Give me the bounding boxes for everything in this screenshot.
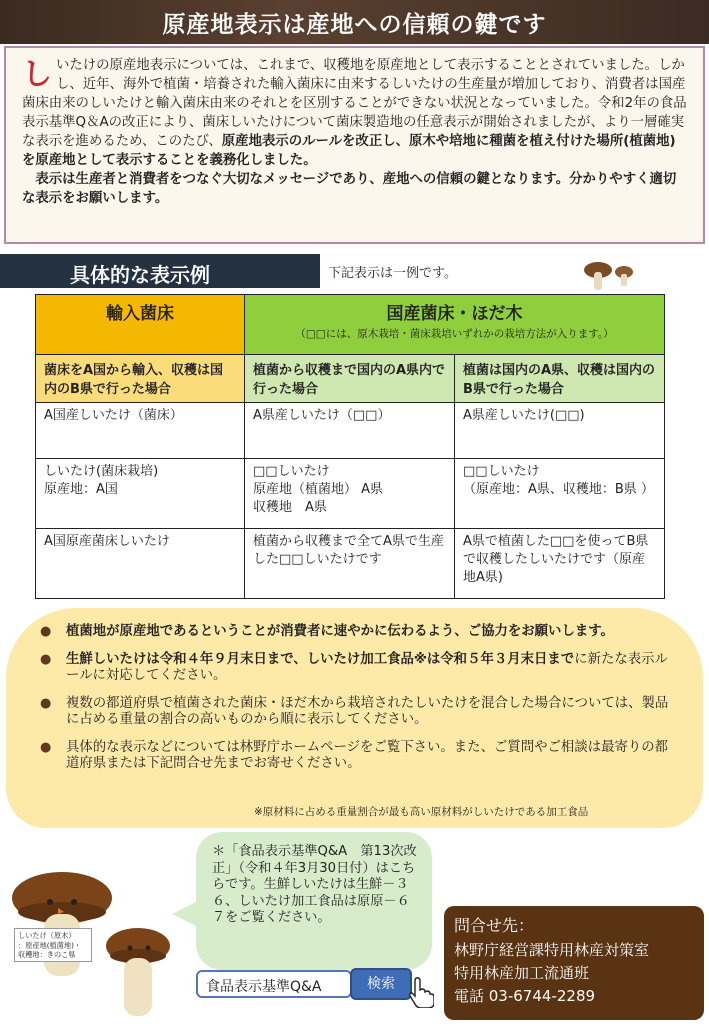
examples-title: 具体的な表示例: [70, 263, 210, 287]
search-button[interactable]: 検索: [350, 968, 412, 1000]
notice-item: ● 複数の都道府県で植菌された菌床・ほだ木から栽培されたしいたけを混合した場合については、製品に占める重量の割合の高いものから順に表示してください。: [40, 696, 670, 728]
table-cell: □□しいたけ 原産地（植菌地） A県 収穫地 A県: [245, 459, 455, 529]
table-cell: A県産しいたけ（□□）: [245, 403, 455, 459]
hand-cursor-icon: [408, 976, 434, 1008]
contact-section: 特用林産加工流通班: [454, 964, 590, 982]
intro-dropcap: し: [22, 57, 52, 92]
contact-label: 問合せ先：: [454, 916, 535, 935]
intro-paragraph: いたけの原産地表示については、これまで、収穫地を原産地として表示することとされていました。しかし、近年、海外で植菌・培養された輸入菌床に由来するしいたけの生産量が増加しており、消費者は国産菌床由来のしいたけと輸入菌床由来のそれとを区別することができない状況となっていました。令和2年の食品表示基準Q＆Aの改正により、菌床しいたけについて菌床製造地の任意表示が開始されましたが、より一層確実な表示を進めるため、このたび、原産地表示のルールを改正し、原木や培地に種菌を植え付けた場所(植菌地)を原産地として表示することを義務化しました。: [22, 58, 687, 168]
case-domestic-same: 植菌から収穫まで国内のA県内で行った場合: [245, 355, 455, 403]
imported-header: 輸入菌床: [36, 295, 245, 355]
table-cell: A県産しいたけ(□□): [455, 403, 665, 459]
table-cell: A国産しいたけ（菌床）: [36, 403, 245, 459]
intro-box: [4, 46, 705, 244]
search-input[interactable]: 食品表示基準Q&A: [196, 970, 352, 998]
case-domestic-split: 植菌は国内のA県、収穫は国内のB県で行った場合: [455, 355, 665, 403]
notice-item: ● 具体的な表示などについては林野庁ホームページをご覧下さい。また、ご質問やご相談は最寄りの都道府県または下記問合せ先までお寄せください。: [40, 740, 670, 772]
examples-note: 下記表示は一例です。: [328, 266, 457, 281]
notice-list: [40, 624, 670, 784]
intro-message: 表示は生産者と消費者をつなぐ大切なメッセージであり、産地への信頼の鍵となります。分かりやすく適切な表示をお願いします。: [22, 172, 677, 206]
notice-item: ● 植菌地が原産地であるということが消費者に速やかに伝わるよう、ご協力をお願いします。: [40, 624, 670, 640]
mushroom-icon: [580, 258, 640, 294]
table-cell: A国原産菌床しいたけ: [36, 529, 245, 599]
examples-table: [35, 294, 665, 599]
header-bar: [0, 0, 709, 44]
contact-box: [444, 906, 704, 1020]
table-cell: 植菌から収穫まで全てA県で生産した□□しいたけです: [245, 529, 455, 599]
page-title: 原産地表示は産地への信頼の鍵です: [162, 12, 547, 38]
domestic-header: 国産菌床・ほだ木 （□□には、原木栽培・菌床栽培いずれかの栽培方法が入ります。）: [245, 295, 665, 355]
qa-bubble: ＊「食品表示基準Q&A 第13次改正」（令和４年3月30日付）はこちらです。生鮮しいたけは生鮮－３６、しいたけ加工食品は原原－６７をご覧ください。: [196, 832, 432, 970]
mascot-sign: しいたけ（原木） ：原産地(植菌地)・ 収穫地：きのこ県: [14, 928, 92, 962]
notice-panel: [6, 608, 703, 828]
footnote: ※原材料に占める重量割合が最も高い原材料がしいたけである加工食品: [254, 806, 589, 818]
table-cell: しいたけ(菌床栽培) 原産地：A国: [36, 459, 245, 529]
table-cell: □□しいたけ （原産地：A県、収穫地：B県 ）: [455, 459, 665, 529]
notice-item: ● 生鮮しいたけは令和４年９月末日まで、しいたけ加工食品※は令和５年３月末日までに新たな表示ルールに対応してください。: [40, 652, 670, 684]
contact-phone: 電話 03-6744-2289: [454, 987, 596, 1005]
case-imported: 菌床をA国から輸入、収穫は国内のB県で行った場合: [36, 355, 245, 403]
contact-office: 林野庁経営課特用林産対策室: [454, 941, 650, 959]
table-cell: A県で植菌した□□を使ってB県で収穫したしいたけです（原産地A県): [455, 529, 665, 599]
